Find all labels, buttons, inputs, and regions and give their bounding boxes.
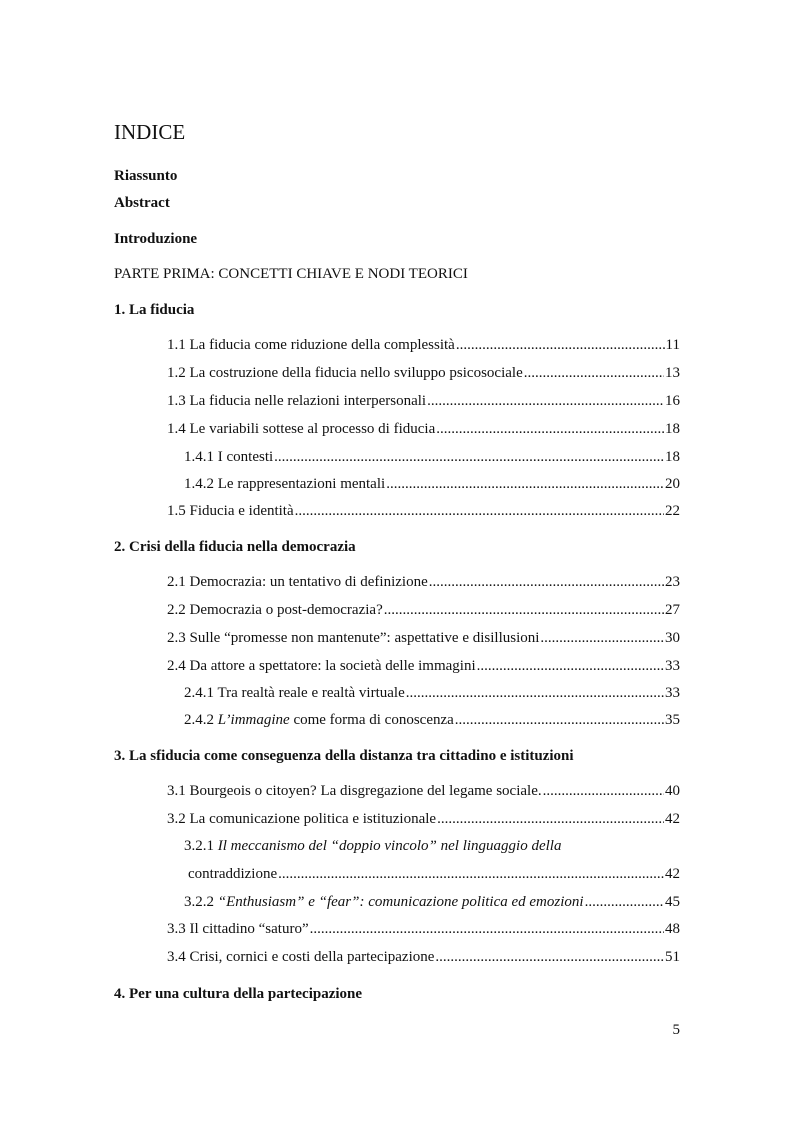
toc-entry-2-4[interactable] <box>167 658 680 675</box>
dot-leader <box>406 685 664 702</box>
toc-entry-text-prefix: 3.2.1 <box>184 838 218 854</box>
toc-entry-text: 2.2 Democrazia o post-democrazia? <box>167 602 383 618</box>
toc-entry-page: 27 <box>665 602 680 618</box>
chapter-1-title: 1. La fiducia <box>114 302 195 318</box>
toc-entry-text: 1.3 La fiducia nelle relazioni interpersonali <box>167 393 427 409</box>
toc-entry-text: 2.1 Democrazia: un tentativo di definizione <box>167 574 428 590</box>
dot-leader <box>524 365 664 382</box>
toc-entry-text-italic: Il meccanismo del “doppio vincolo” nel linguaggio della <box>217 838 562 854</box>
front-introduzione: Introduzione <box>114 231 198 247</box>
toc-entry-1-4-2[interactable] <box>184 476 680 493</box>
toc-entry-page: 35 <box>665 712 680 728</box>
toc-entry-3-2-1-line1[interactable] <box>184 838 561 855</box>
chapter-3-title: 3. La sfiducia come conseguenza della distanza tra cittadino e istituzioni <box>114 748 574 764</box>
toc-entry-page: 30 <box>665 630 680 646</box>
toc-entry-1-4-1[interactable] <box>184 449 680 466</box>
toc-entry-page: 40 <box>665 783 680 799</box>
dot-leader <box>456 337 665 354</box>
toc-entry-1-1[interactable] <box>167 337 680 354</box>
dot-leader <box>310 921 664 938</box>
toc-entry-text: 1.4.1 I contesti <box>184 449 274 465</box>
toc-entry-page: 42 <box>665 866 680 882</box>
toc-entry-text-italic: L’immagine <box>217 712 290 728</box>
toc-entry-text-prefix: 3.2.2 <box>184 894 218 910</box>
chapter-4-title: 4. Per una cultura della partecipazione <box>114 986 363 1002</box>
dot-leader <box>477 658 664 675</box>
dot-leader <box>436 421 664 438</box>
toc-entry-page: 18 <box>665 421 680 437</box>
toc-entry-text-italic: “Enthusiasm” e “fear”: comunicazione politica ed emozioni <box>217 894 584 910</box>
dot-leader <box>278 866 664 883</box>
front-riassunto: Riassunto <box>114 168 178 184</box>
toc-entry-2-1[interactable] <box>167 574 680 591</box>
dot-leader <box>455 712 664 729</box>
dot-leader <box>435 949 664 966</box>
toc-entry-page: 16 <box>665 393 680 409</box>
toc-entry-3-2-1-line2[interactable] <box>188 866 680 883</box>
dot-leader <box>295 503 664 520</box>
toc-entry-1-5[interactable] <box>167 503 680 520</box>
toc-entry-page: 33 <box>665 658 680 674</box>
front-abstract: Abstract <box>114 195 170 211</box>
dot-leader <box>437 811 664 828</box>
toc-entry-text: 3.4 Crisi, cornici e costi della partecipazione <box>167 949 435 965</box>
toc-entry-2-4-2[interactable] <box>184 712 680 729</box>
toc-entry-text: 1.4.2 Le rappresentazioni mentali <box>184 476 386 492</box>
toc-entry-text: 2.4.1 Tra realtà reale e realtà virtuale <box>184 685 405 701</box>
toc-entry-text: 3.2 La comunicazione politica e istituzionale <box>167 811 437 827</box>
toc-entry-text: 1.5 Fiducia e identità <box>167 503 294 519</box>
toc-entry-3-2[interactable] <box>167 811 680 828</box>
toc-entry-page: 13 <box>665 365 680 381</box>
chapter-2-title: 2. Crisi della fiducia nella democrazia <box>114 539 356 555</box>
dot-leader <box>386 476 664 493</box>
dot-leader <box>384 602 664 619</box>
toc-entry-3-2-2[interactable] <box>184 894 680 911</box>
toc-entry-page: 11 <box>665 337 680 353</box>
toc-entry-2-2[interactable] <box>167 602 680 619</box>
dot-leader <box>274 449 664 466</box>
index-title: INDICE <box>114 120 186 144</box>
toc-entry-page: 33 <box>665 685 680 701</box>
toc-entry-page: 42 <box>665 811 680 827</box>
toc-entry-text-suffix: come forma di conoscenza <box>289 712 454 728</box>
toc-entry-text: 1.4 Le variabili sottese al processo di fiducia <box>167 421 436 437</box>
toc-entry-3-3[interactable] <box>167 921 680 938</box>
page-number: 5 <box>672 1022 680 1038</box>
toc-entry-text: contraddizione <box>188 866 278 882</box>
part-title: PARTE PRIMA: CONCETTI CHIAVE E NODI TEORICI <box>114 266 468 282</box>
toc-entry-3-1[interactable] <box>167 783 680 800</box>
toc-entry-text-prefix: 2.4.2 <box>184 712 218 728</box>
toc-entry-1-2[interactable] <box>167 365 680 382</box>
toc-entry-page: 22 <box>665 503 680 519</box>
dot-leader <box>540 630 664 647</box>
toc-entry-page: 51 <box>665 949 680 965</box>
toc-entry-text: 2.3 Sulle “promesse non mantenute”: aspettative e disillusioni <box>167 630 540 646</box>
dot-leader <box>543 783 664 800</box>
dot-leader <box>429 574 664 591</box>
toc-entry-text: 1.2 La costruzione della fiducia nello sviluppo psicosociale <box>167 365 523 381</box>
toc-entry-3-4[interactable] <box>167 949 680 966</box>
toc-entry-1-4[interactable] <box>167 421 680 438</box>
toc-entry-page: 45 <box>665 894 680 910</box>
toc-entry-1-3[interactable] <box>167 393 680 410</box>
toc-entry-page: 23 <box>665 574 680 590</box>
dot-leader <box>585 894 664 911</box>
toc-entry-page: 18 <box>665 449 680 465</box>
toc-entry-text: 3.3 Il cittadino “saturo” <box>167 921 309 937</box>
toc-entry-page: 20 <box>665 476 680 492</box>
toc-entry-text: 1.1 La fiducia come riduzione della complessità <box>167 337 455 353</box>
toc-entry-text: 2.4 Da attore a spettatore: la società delle immagini <box>167 658 476 674</box>
toc-entry-text: 3.1 Bourgeois o citoyen? La disgregazione del legame sociale. <box>167 783 542 799</box>
toc-entry-text <box>184 712 454 729</box>
toc-entry-2-4-1[interactable] <box>184 685 680 702</box>
toc-entry-page: 48 <box>665 921 680 937</box>
toc-entry-2-3[interactable] <box>167 630 680 647</box>
dot-leader <box>427 393 664 410</box>
toc-entry-text <box>184 894 584 911</box>
